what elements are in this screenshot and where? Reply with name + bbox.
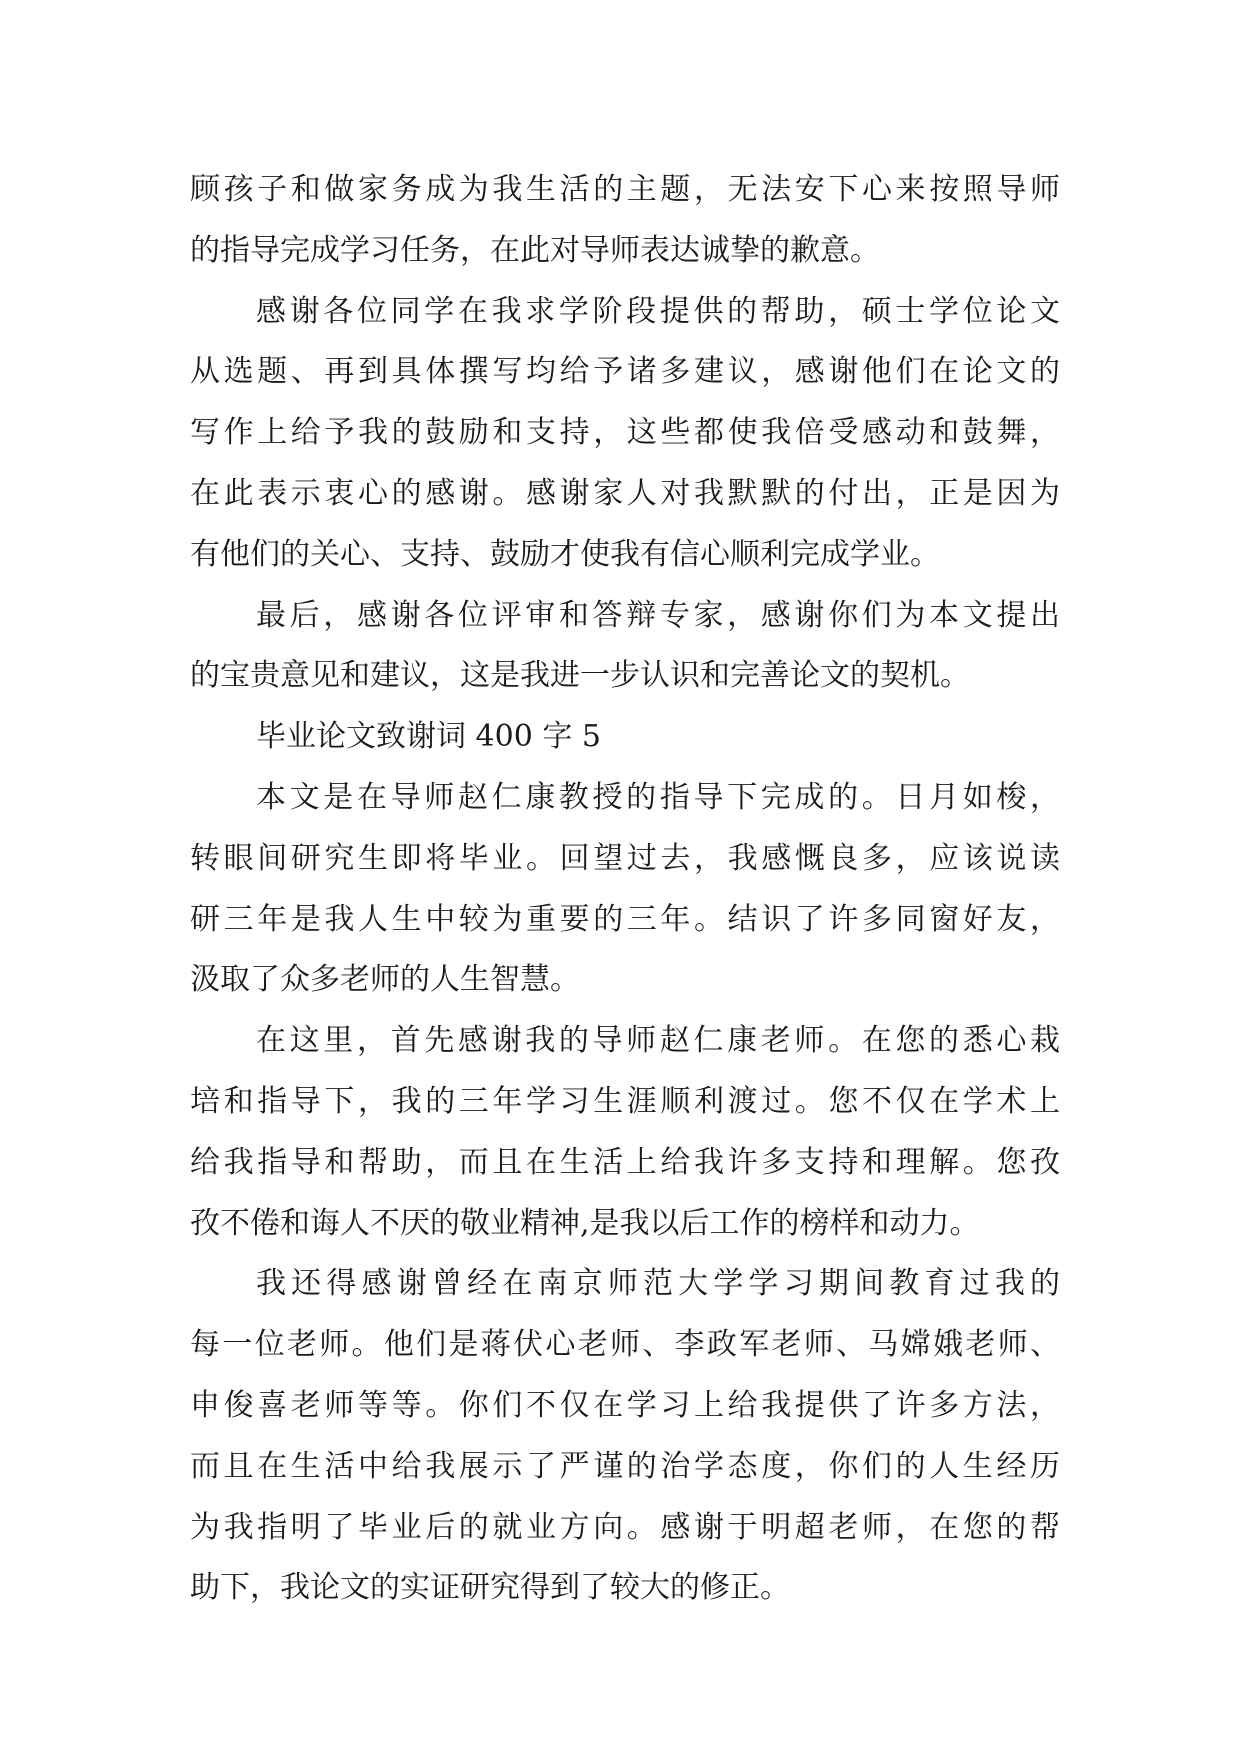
text-line: 从选题、再到具体撰写均给予诸多建议，感谢他们在论文的 [190,354,1060,390]
text-line: 我还得感谢曾经在南京师范大学学习期间教育过我的 [256,1266,1060,1302]
text-line: 本文是在导师赵仁康教授的指导下完成的。日月如梭， [256,779,1060,815]
text-line: 转眼间研究生即将毕业。回望过去，我感慨良多，应该说读 [190,840,1060,876]
text-line: 研三年是我人生中较为重要的三年。结识了许多同窗好友， [190,901,1060,937]
document-body [190,160,1060,1619]
text-line: 助下，我论文的实证研究得到了较大的修正。 [190,1570,790,1606]
text-line: 的宝贵意见和建议，这是我进一步认识和完善论文的契机。 [190,658,970,694]
text-line: 在这里，首先感谢我的导师赵仁康老师。在您的悉心栽 [256,1023,1060,1059]
text-line: 培和指导下，我的三年学习生涯顺利渡过。您不仅在学术上 [190,1083,1060,1119]
text-line: 汲取了众多老师的人生智慧。 [190,962,580,998]
section-heading: 毕业论文致谢词 400 字 5 [256,719,601,755]
text-line: 而且在生活中给我展示了严谨的治学态度，你们的人生经历 [190,1448,1060,1484]
text-line: 在此表示衷心的感谢。感谢家人对我默默的付出，正是因为 [190,475,1060,511]
text-line: 申俊喜老师等等。你们不仅在学习上给我提供了许多方法， [190,1387,1060,1423]
text-line: 给我指导和帮助，而且在生活上给我许多支持和理解。您孜 [190,1144,1060,1180]
text-line: 每一位老师。他们是蒋伏心老师、李政军老师、马嫦娥老师、 [190,1327,1060,1363]
text-line: 感谢各位同学在我求学阶段提供的帮助，硕士学位论文 [256,293,1060,329]
text-line: 为我指明了毕业后的就业方向。感谢于明超老师，在您的帮 [190,1509,1060,1545]
text-line: 写作上给予我的鼓励和支持，这些都使我倍受感动和鼓舞， [190,415,1060,451]
text-line: 的指导完成学习任务，在此对导师表达诚挚的歉意。 [190,232,880,268]
text-line: 最后，感谢各位评审和答辩专家，感谢你们为本文提出 [256,597,1060,633]
text-line: 有他们的关心、支持、鼓励才使我有信心顺利完成学业。 [190,536,940,572]
text-line: 孜不倦和诲人不厌的敬业精神,是我以后工作的榜样和动力。 [190,1205,980,1241]
text-line: 顾孩子和做家务成为我生活的主题，无法安下心来按照导师 [190,172,1060,207]
